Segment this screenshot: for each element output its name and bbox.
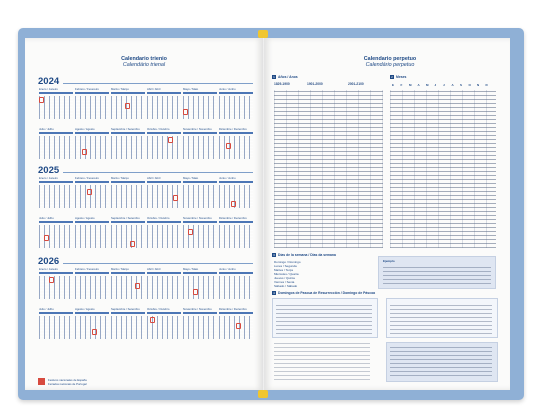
section-a-tag: 1 — [273, 75, 275, 79]
year-rule-2025 — [63, 172, 253, 173]
month-label: Diciembre / Dezembro — [219, 307, 247, 311]
month-weekday-header — [39, 92, 73, 94]
month-label: Febrero / Fevereiro — [75, 267, 99, 271]
section-b-label: Meses — [396, 75, 407, 79]
months-table-lines — [390, 90, 496, 248]
section-d-tag: 4 — [273, 291, 275, 295]
month-day-grid — [219, 225, 253, 248]
month-label: Febrero / Fevereiro — [75, 176, 99, 180]
month-letter: M — [426, 83, 429, 87]
year-2024: 2024 — [38, 76, 60, 87]
month-day-grid — [39, 316, 73, 339]
month-weekday-header — [219, 221, 253, 223]
month-label: Julio / Julho — [39, 127, 54, 131]
weekday-row: Miércoles / Quarta — [274, 272, 299, 276]
month-day-grid — [75, 185, 109, 208]
month-weekday-header — [75, 132, 109, 134]
month-letter: J — [434, 83, 437, 87]
month-weekday-header — [39, 272, 73, 274]
weekday-row: Martes / Terça — [274, 268, 293, 272]
section-c-tag: 3 — [273, 253, 275, 257]
month-day-grid — [111, 316, 145, 339]
month-weekday-header — [111, 312, 145, 314]
weekday-row: Domingo / Domingo — [274, 260, 301, 264]
month-weekday-header — [75, 92, 109, 94]
month-label: Marzo / Março — [111, 176, 129, 180]
month-label: Mayo / Maio — [183, 87, 199, 91]
year-2026: 2026 — [38, 256, 60, 267]
month-label: Mayo / Maio — [183, 176, 199, 180]
holiday-marker — [130, 241, 135, 247]
month-day-grid — [39, 96, 73, 119]
month-weekday-header — [147, 312, 181, 314]
month-day-grid — [75, 316, 109, 339]
month-weekday-header — [183, 181, 217, 183]
holiday-marker — [188, 229, 193, 235]
month-weekday-header — [147, 221, 181, 223]
section-a-col-2: 1901-2000 — [307, 82, 323, 86]
month-letter: D — [485, 83, 488, 87]
month-weekday-header — [183, 92, 217, 94]
month-weekday-header — [183, 132, 217, 134]
month-weekday-header — [219, 92, 253, 94]
month-day-grid — [147, 276, 181, 299]
month-weekday-header — [39, 132, 73, 134]
month-letter: F — [400, 83, 403, 87]
month-letter: E — [392, 83, 395, 87]
holiday-marker — [183, 109, 188, 115]
right-page — [264, 38, 510, 390]
weekday-row: Lunes / Segunda — [274, 264, 297, 268]
bookmark-ribbon-bottom — [258, 390, 268, 398]
month-label: Septiembre / Setembro — [111, 127, 140, 131]
month-day-grid — [147, 136, 181, 159]
month-label: Septiembre / Setembro — [111, 307, 140, 311]
example-panel — [378, 256, 496, 289]
footer-line-2: Feriados nacionais de Portugal — [48, 382, 87, 386]
month-weekday-header — [75, 272, 109, 274]
month-label: Noviembre / Novembro — [183, 216, 212, 220]
section-a-col-1: 1829-1900 — [274, 82, 290, 86]
month-day-grid — [147, 96, 181, 119]
month-weekday-header — [147, 181, 181, 183]
holiday-marker — [150, 317, 155, 323]
month-weekday-header — [39, 221, 73, 223]
month-weekday-header — [39, 181, 73, 183]
month-day-grid — [39, 185, 73, 208]
year-2025: 2025 — [38, 165, 60, 176]
month-letter: S — [460, 83, 463, 87]
section-a-col-3: 2001-2100 — [348, 82, 364, 86]
right-title — [336, 56, 444, 68]
holiday-marker — [39, 97, 44, 103]
month-letter: A — [451, 83, 454, 87]
month-label: Junio / Junho — [219, 176, 236, 180]
month-label: Octubre / Outubro — [147, 307, 170, 311]
left-title-main: Calendario trienio — [121, 56, 167, 62]
month-label: Enero / Janeiro — [39, 87, 58, 91]
holiday-marker — [49, 277, 54, 283]
section-c-label: Días de la semana / Dias da semana — [278, 253, 336, 257]
month-weekday-header — [219, 312, 253, 314]
holiday-marker — [44, 235, 49, 241]
movable-feasts-lines — [390, 346, 492, 376]
holiday-marker — [193, 289, 198, 295]
years-table-lines — [274, 90, 383, 248]
month-day-grid — [111, 225, 145, 248]
month-letter: J — [443, 83, 445, 87]
weekday-row: Sábado / Sábado — [274, 284, 298, 288]
month-letter: A — [417, 83, 420, 87]
weekday-row: Viernes / Sexta — [274, 280, 295, 284]
holiday-marker — [168, 137, 173, 143]
month-letter: N — [477, 83, 480, 87]
month-day-grid — [183, 316, 217, 339]
month-day-grid — [183, 185, 217, 208]
holiday-marker — [173, 195, 178, 201]
month-day-grid — [111, 136, 145, 159]
month-weekday-header — [147, 92, 181, 94]
holiday-marker — [125, 103, 130, 109]
month-label: Julio / Julho — [39, 216, 54, 220]
month-label: Diciembre / Dezembro — [219, 216, 247, 220]
month-label: Diciembre / Dezembro — [219, 127, 247, 131]
month-label: Agosto / Agosto — [75, 216, 95, 220]
month-label: Febrero / Fevereiro — [75, 87, 99, 91]
holiday-legend-icon — [38, 378, 45, 385]
month-weekday-header — [219, 272, 253, 274]
month-weekday-header — [219, 181, 253, 183]
month-weekday-header — [219, 132, 253, 134]
month-day-grid — [39, 136, 73, 159]
month-weekday-header — [111, 272, 145, 274]
month-day-grid — [75, 225, 109, 248]
example-heading: Ejemplo — [383, 259, 395, 263]
month-day-grid — [219, 276, 253, 299]
month-weekday-header — [111, 132, 145, 134]
holiday-marker — [92, 329, 97, 335]
month-label: Octubre / Outubro — [147, 127, 170, 131]
month-weekday-header — [111, 221, 145, 223]
month-weekday-header — [183, 221, 217, 223]
month-weekday-header — [147, 272, 181, 274]
right-title-main: Calendario perpetuo — [363, 56, 417, 62]
month-label: Septiembre / Setembro — [111, 216, 140, 220]
month-label: Mayo / Maio — [183, 267, 199, 271]
easter-notes-left — [274, 342, 370, 380]
month-label: Agosto / Agosto — [75, 307, 95, 311]
month-day-grid — [183, 276, 217, 299]
month-weekday-header — [39, 312, 73, 314]
month-label: Marzo / Março — [111, 87, 129, 91]
month-weekday-header — [111, 181, 145, 183]
month-label: Abril / Abril — [147, 267, 161, 271]
holiday-marker — [87, 189, 92, 195]
left-title — [83, 56, 205, 68]
month-weekday-header — [75, 181, 109, 183]
section-d-label: Domingos de Pascua de Resurrección / Domingo de Páscoa — [278, 291, 376, 295]
month-weekday-header — [111, 92, 145, 94]
easter-table-left-lines — [276, 302, 372, 334]
month-weekday-header — [75, 221, 109, 223]
left-title-alt: Calendário trienal — [122, 62, 166, 68]
month-day-grid — [75, 276, 109, 299]
holiday-marker — [236, 323, 241, 329]
month-label: Julio / Julho — [39, 307, 54, 311]
month-letter: M — [409, 83, 412, 87]
month-day-grid — [219, 136, 253, 159]
month-day-grid — [219, 185, 253, 208]
month-label: Junio / Junho — [219, 87, 236, 91]
month-label: Abril / Abril — [147, 176, 161, 180]
year-rule-2026 — [63, 263, 253, 264]
month-label: Junio / Junho — [219, 267, 236, 271]
section-a-label: Años / Anos — [278, 75, 298, 79]
month-day-grid — [111, 185, 145, 208]
month-label: Marzo / Março — [111, 267, 129, 271]
bookmark-ribbon-top — [258, 30, 268, 38]
month-day-grid — [219, 96, 253, 119]
section-b-tag: 2 — [391, 75, 393, 79]
right-title-alt: Calendário perpetuo — [365, 62, 415, 68]
month-day-grid — [147, 225, 181, 248]
month-label: Octubre / Outubro — [147, 216, 170, 220]
month-label: Enero / Janeiro — [39, 176, 58, 180]
holiday-marker — [82, 149, 87, 155]
month-label: Agosto / Agosto — [75, 127, 95, 131]
easter-table-right-lines — [390, 302, 492, 334]
month-day-grid — [183, 96, 217, 119]
holiday-marker — [135, 283, 140, 289]
month-label: Noviembre / Novembro — [183, 127, 212, 131]
weekday-row: Jueves / Quinta — [274, 276, 295, 280]
year-rule-2024 — [63, 83, 253, 84]
footer-line-1: Festivos nacionales de España — [48, 378, 87, 382]
month-label: Enero / Janeiro — [39, 267, 58, 271]
month-weekday-header — [147, 132, 181, 134]
month-day-grid — [75, 136, 109, 159]
month-day-grid — [183, 136, 217, 159]
month-letter: O — [468, 83, 471, 87]
left-page — [25, 38, 263, 390]
example-lines — [383, 265, 491, 284]
month-weekday-header — [75, 312, 109, 314]
holiday-marker — [231, 201, 236, 207]
month-day-grid — [75, 96, 109, 119]
month-day-grid — [39, 276, 73, 299]
month-label: Noviembre / Novembro — [183, 307, 212, 311]
month-label: Abril / Abril — [147, 87, 161, 91]
holiday-marker — [226, 143, 231, 149]
month-weekday-header — [183, 312, 217, 314]
month-weekday-header — [183, 272, 217, 274]
